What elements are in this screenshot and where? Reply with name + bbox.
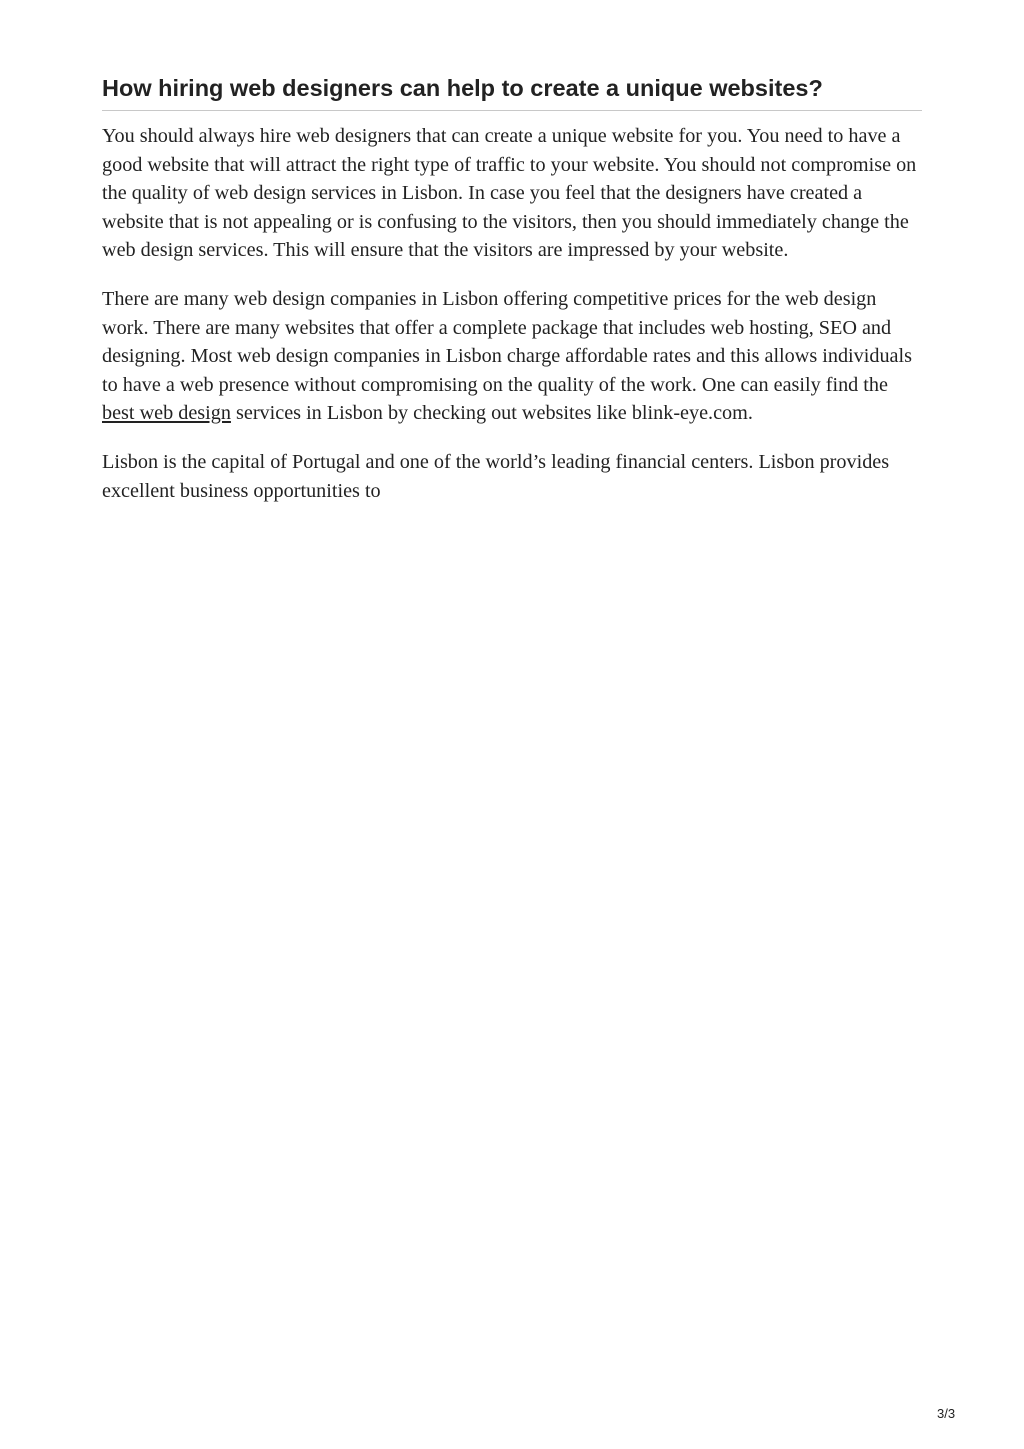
paragraph-2-text-after-link: services in Lisbon by checking out websites like blink-eye.com. bbox=[230, 402, 753, 425]
paragraph-2-text-before-link: There are many web design companies in Lisbon offering competitive prices for the web design work. There are many websites that offer a complete package that includes web hosting, SEO and designing. Most web design companies in Lisbon charge affordable rates and this allows individuals to have a web presence without compromising on the quality of the work. One can easily find the bbox=[102, 287, 912, 396]
paragraph-3: Lisbon is the capital of Portugal and one of the world’s leading financial centers. Lisbon provides excellent business opportunities to bbox=[102, 450, 890, 502]
paragraph-2 bbox=[102, 285, 922, 428]
paragraph-1: You should always hire web designers that can create a unique website for you. You need to have a good website that will attract the right type of traffic to your website. You should not compromise on the quality of web design services in Lisbon. In case you feel that the designers have created a website that is not appealing or is confusing to the visitors, then you should immediately change the web design services. This will ensure that the visitors are impressed by your website. bbox=[102, 125, 917, 262]
article-heading: How hiring web designers can help to create a unique websites? bbox=[102, 72, 922, 111]
best-web-design-link[interactable]: best web design bbox=[102, 402, 231, 425]
page-number: 3/3 bbox=[937, 1406, 956, 1421]
article bbox=[102, 72, 922, 505]
